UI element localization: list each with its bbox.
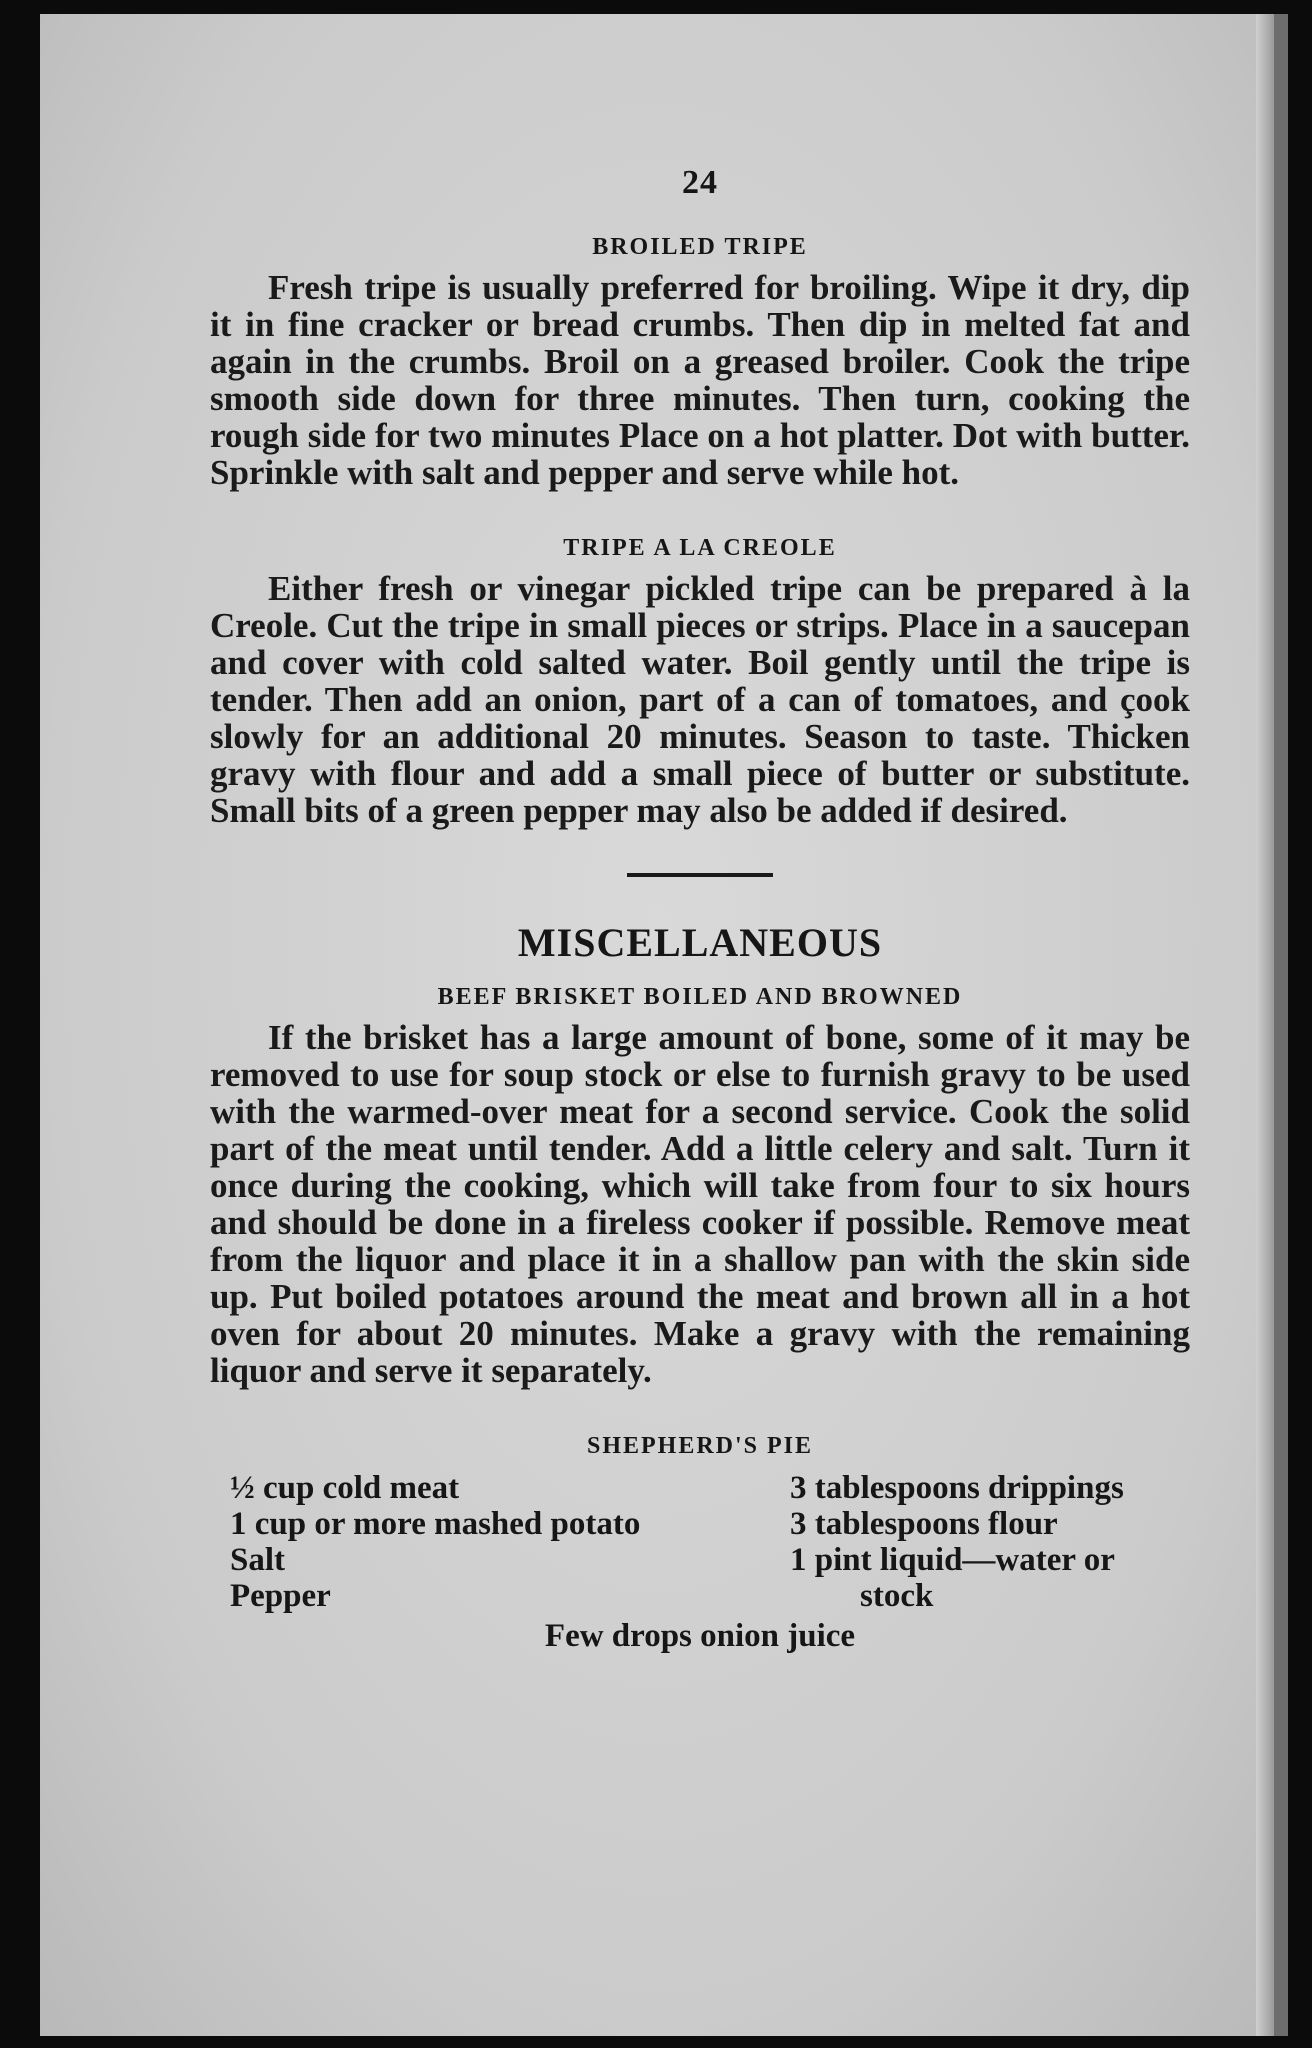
page-content	[210, 164, 1190, 1655]
ingredient-footer: Few drops onion juice	[544, 1618, 856, 1654]
ingredient-item: ½ cup cold meat	[230, 1470, 460, 1506]
ingredient-item: 1 pint liquid—water or	[790, 1542, 1115, 1578]
recipe-body-beef-brisket: If the brisket has a large amount of bone, some of it may be removed to use for soup stock or else to furnish gravy to be used with the warmed-over meat for a second service. Cook the solid part of the meat until tender. Add a little celery and salt. Turn it once during the cooking, which will take from four to six hours and should be done in a fireless cooker if possible. Remove meat from the liquor and place it in a shallow pan with the skin side up. Put boiled potatoes around the meat and brown all in a hot oven for about 20 minutes. Make a gravy with the remaining liquor and serve it separately.	[210, 1018, 1190, 1390]
ingredient-item: Salt	[230, 1542, 286, 1578]
recipe-title-shepherds-pie: SHEPHERD'S PIE	[586, 1433, 814, 1459]
page-edge-shadow	[1256, 14, 1274, 2036]
book-page	[40, 14, 1288, 2036]
recipe-title-tripe-creole: TRIPE A LA CREOLE	[563, 535, 837, 561]
section-divider	[627, 873, 773, 877]
ingredient-item: stock	[860, 1578, 934, 1614]
recipe-title-broiled-tripe: BROILED TRIPE	[592, 234, 808, 260]
ingredients-right-column	[790, 1470, 1190, 1614]
spacer	[210, 1389, 1190, 1433]
recipe-body-broiled-tripe: Fresh tripe is usually preferred for broiling. Wipe it dry, dip it in fine cracker or bread crumbs. Then dip in melted fat and again in the crumbs. Broil on a greased broiler. Cook the tripe smooth side down for three minutes. Then turn, cooking the rough side for two minutes Place on a hot platter. Dot with butter. Sprinkle with salt and pepper and serve while hot.	[210, 268, 1190, 492]
ingredients-left-column	[230, 1470, 750, 1614]
ingredient-item: Pepper	[230, 1578, 331, 1614]
spacer	[210, 491, 1190, 535]
page-number: 24	[682, 164, 718, 201]
ingredient-item: 3 tablespoons drippings	[790, 1470, 1124, 1506]
recipe-body-tripe-creole: Either fresh or vinegar pickled tripe can be prepared à la Creole. Cut the tripe in small pieces or strips. Place in a saucepan and cover with cold salted water. Boil gently until the tripe is tender. Then add an onion, part of a can of tomatoes, and çook slowly for an additional 20 minutes. Season to taste. Thicken gravy with flour and add a small piece of butter or substitute. Small bits of a green pepper may also be added if desired.	[210, 569, 1190, 830]
section-title-miscellaneous: MISCELLANEOUS	[517, 920, 883, 965]
ingredient-item: 3 tablespoons flour	[790, 1506, 1058, 1542]
recipe-title-beef-brisket: BEEF BRISKET BOILED AND BROWNED	[437, 984, 963, 1010]
ingredients-shepherds-pie	[210, 1470, 1190, 1614]
ingredient-item: 1 cup or more mashed potato	[230, 1506, 641, 1542]
